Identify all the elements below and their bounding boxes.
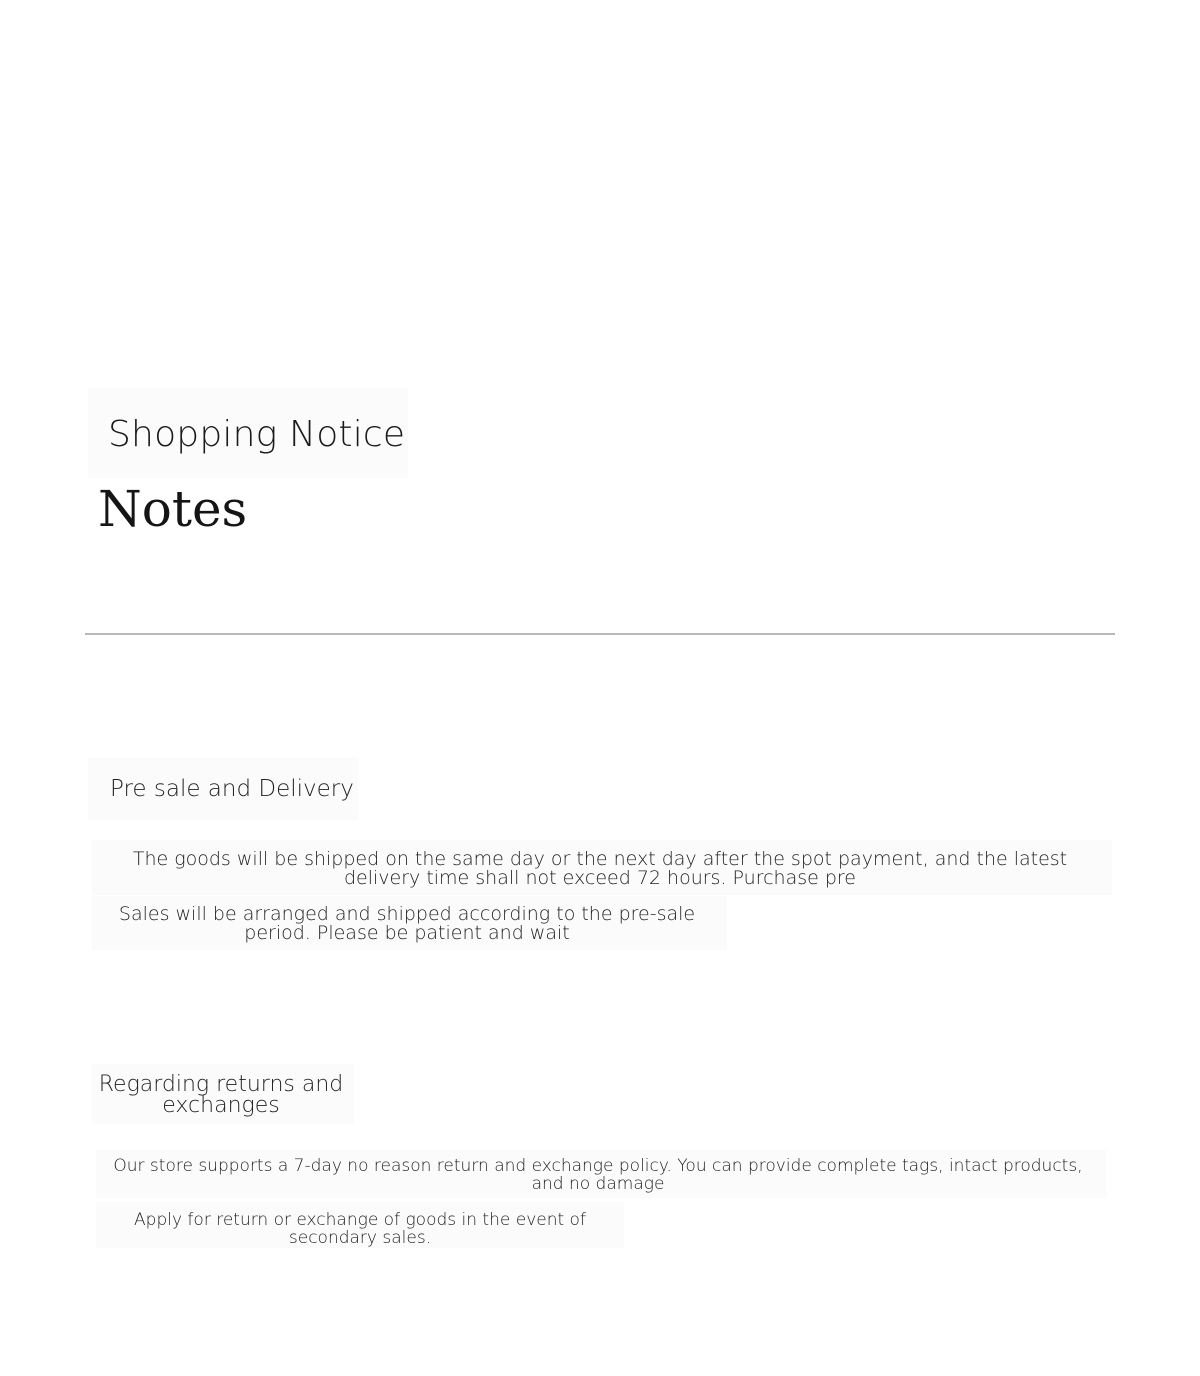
shopping-notice-title: Shopping Notice <box>108 414 406 455</box>
presale-heading: Pre sale and Delivery <box>110 776 354 802</box>
returns-paragraph-2: Apply for return or exchange of goods in the event of secondary sales. <box>134 1210 586 1248</box>
returns-paragraph-1: Our store supports a 7-day no reason return and exchange policy. You can provide complete tags, intact products, and no damage <box>113 1156 1083 1194</box>
presale-paragraph-1: The goods will be shipped on the same day or the next day after the spot payment, and the latest delivery time shall not exceed 72 hours. Purchase pre <box>132 848 1068 889</box>
notes-title: Notes <box>98 480 248 538</box>
presale-paragraph-2: Sales will be arranged and shipped according to the pre-sale period. Please be patient and wait <box>118 903 696 944</box>
returns-heading: Regarding returns and exchanges <box>98 1072 344 1118</box>
section-divider <box>85 633 1115 635</box>
